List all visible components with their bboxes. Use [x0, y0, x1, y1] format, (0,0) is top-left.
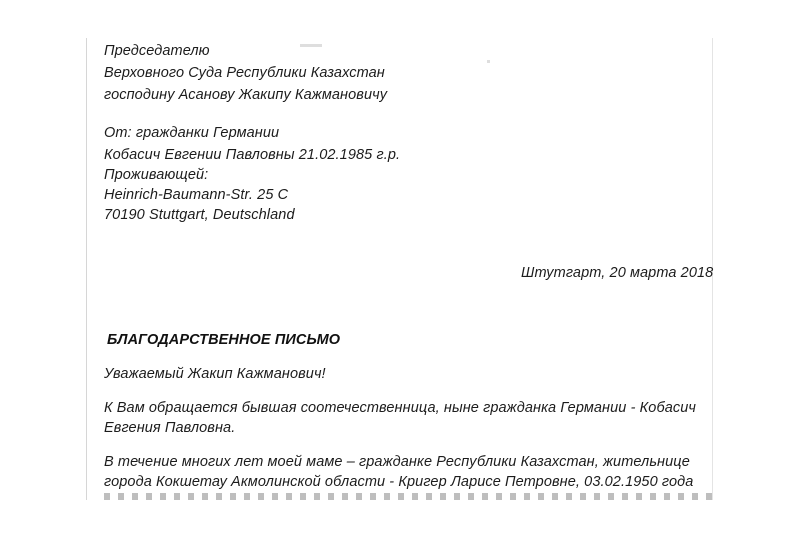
- body-paragraph-1-line-1: К Вам обращается бывшая соотечественница, ныне гражданка Германии - Кобасич: [104, 400, 696, 416]
- recipient-line-3: господину Асанову Жакипу Кажмановичу: [104, 87, 388, 103]
- scan-smudge: [300, 44, 322, 47]
- body-paragraph-2-line-1: В течение многих лет моей маме – гражданке Республики Казахстан, жительнице: [104, 454, 690, 470]
- scan-smudge: [487, 60, 490, 63]
- sender-line-1: От: гражданки Германии: [104, 125, 280, 141]
- place-date: Штутгарт, 20 марта 2018: [521, 265, 714, 281]
- letter-title: БЛАГОДАРСТВЕННОЕ ПИСЬМО: [107, 332, 341, 348]
- sender-line-3: Проживающей:: [104, 167, 209, 183]
- page-crop-bottom: [0, 500, 800, 533]
- recipient-line-1: Председателю: [104, 43, 210, 59]
- recipient-line-2: Верховного Суда Республики Казахстан: [104, 65, 385, 81]
- sender-line-2: Кобасич Евгении Павловны 21.02.1985 г.р.: [104, 147, 401, 163]
- body-paragraph-1-line-2: Евгения Павловна.: [104, 420, 236, 436]
- body-paragraph-2-line-2: города Кокшетау Акмолинской области - Кригер Ларисе Петровне, 03.02.1950 года: [104, 474, 694, 490]
- salutation: Уважаемый Жакип Кажманович!: [104, 366, 326, 382]
- sender-address-street: Heinrich-Baumann-Str. 25 C: [104, 187, 289, 203]
- scan-edge-left: [86, 38, 87, 508]
- sender-address-city: 70190 Stuttgart, Deutschland: [104, 207, 295, 223]
